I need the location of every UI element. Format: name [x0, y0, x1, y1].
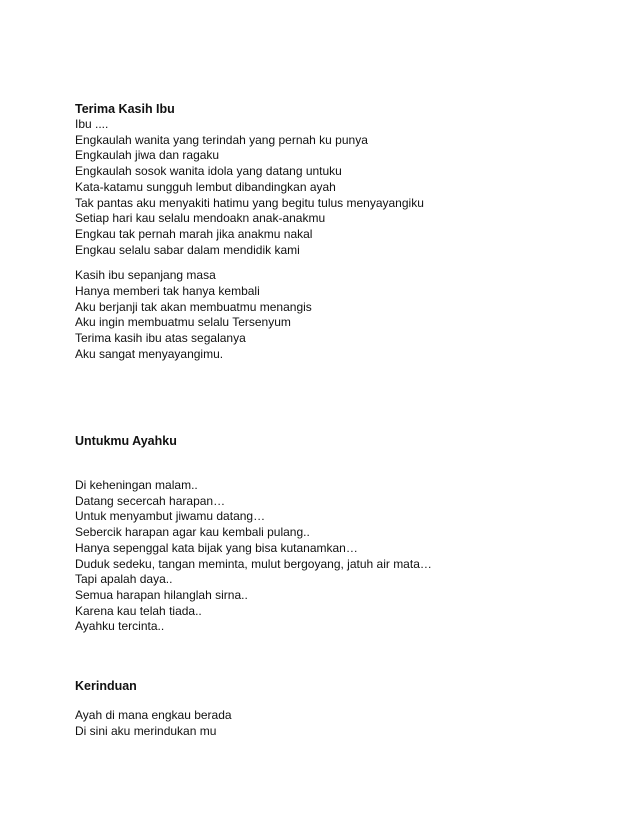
poem-line: Setiap hari kau selalu mendoakn anak-anakmu	[75, 211, 326, 226]
poem-line: Engkau tak pernah marah jika anakmu nakal	[75, 226, 313, 241]
poem-terima-kasih-ibu	[75, 102, 424, 363]
poem-line: Hanya memberi tak hanya kembali	[75, 284, 260, 299]
poem-title: Terima Kasih Ibu	[75, 102, 175, 116]
poem-line: Kasih ibu sepanjang masa	[75, 268, 216, 283]
poem-line: Engkaulah sosok wanita idola yang datang untuku	[75, 164, 342, 179]
poem-line: Di keheningan malam..	[75, 478, 198, 492]
poem-untukmu-ayahku	[75, 434, 432, 635]
poem-line: Kata-katamu sungguh lembut dibandingkan ayah	[75, 179, 336, 194]
poem-line: Aku berjanji tak akan membuatmu menangis	[75, 299, 312, 314]
poem-line: Untuk menyambut jiwamu datang…	[75, 509, 266, 524]
poem-line: Di sini aku merindukan mu	[75, 723, 217, 738]
poem-line: Tak pantas aku menyakiti hatimu yang begitu tulus menyayangiku	[75, 195, 424, 210]
poem-line: Karena kau telah tiada..	[75, 603, 202, 618]
poem-line: Semua harapan hilanglah sirna..	[75, 587, 248, 602]
poem-title: Untukmu Ayahku	[75, 434, 177, 448]
stanza-gap	[75, 258, 424, 268]
poem-title: Kerinduan	[75, 679, 137, 693]
poem-line: Ayah di mana engkau berada	[75, 708, 232, 722]
poem-line: Duduk sedeku, tangan meminta, mulut bergoyang, jatuh air mata…	[75, 556, 432, 571]
poem-line: Ayahku tercinta..	[75, 619, 165, 634]
poem-line: Datang secercah harapan…	[75, 493, 226, 508]
poem-line: Aku ingin membuatmu selalu Tersenyum	[75, 315, 291, 330]
poem-line: Aku sangat menyayangimu.	[75, 346, 224, 361]
poem-line: Ibu ....	[75, 117, 109, 131]
poem-line: Engkaulah wanita yang terindah yang pernah ku punya	[75, 132, 368, 147]
poem-line: Hanya sepenggal kata bijak yang bisa kutanamkan…	[75, 540, 358, 555]
poem-line: Engkaulah jiwa dan ragaku	[75, 148, 220, 163]
poem-line: Engkau selalu sabar dalam mendidik kami	[75, 242, 300, 257]
poem-kerinduan	[75, 679, 232, 739]
poem-line: Terima kasih ibu atas segalanya	[75, 331, 246, 346]
poem-line: Tapi apalah daya..	[75, 572, 173, 587]
poem-line: Sebercik harapan agar kau kembali pulang..	[75, 525, 310, 540]
